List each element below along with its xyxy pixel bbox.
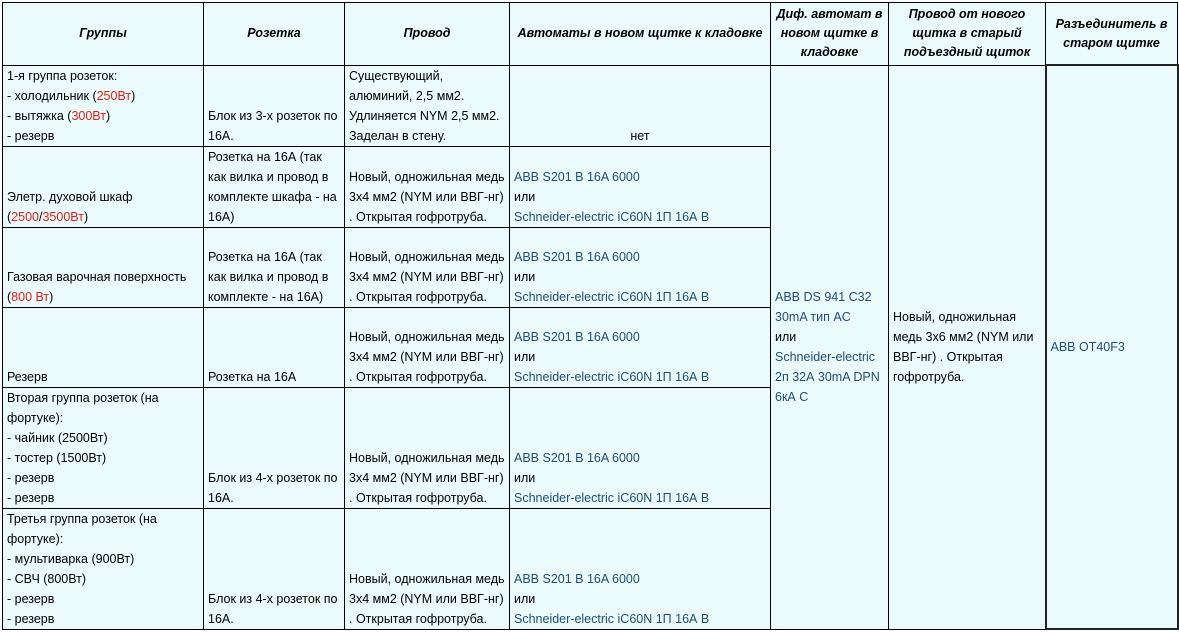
breaker-cell[interactable] bbox=[510, 227, 771, 307]
header-disconnector[interactable]: Разъединитель в старом щитке bbox=[1046, 3, 1178, 66]
header-wire[interactable]: Провод bbox=[345, 3, 510, 66]
feed-wire-cell[interactable]: Новый, одножильная медь 3х6 мм2 (NYM или ВВГ-нг) . Открытая гофротруба. bbox=[889, 65, 1046, 629]
breaker-schneider: Schneider-electric iC60N 1П 16А B bbox=[514, 209, 710, 224]
wire-cell[interactable]: Новый, одножильная медь 3х4 мм2 (NYM или ВВГ-нг) . Открытая гофротруба. bbox=[345, 227, 510, 307]
breaker-abb: ABB S201 B 16A 6000 bbox=[514, 571, 640, 586]
header-socket[interactable]: Розетка bbox=[204, 3, 345, 66]
wiring-plan-table bbox=[2, 2, 1179, 630]
breaker-abb: ABB S201 B 16A 6000 bbox=[514, 169, 640, 184]
socket-cell[interactable]: Розетка на 16А bbox=[204, 307, 345, 387]
breaker-or: или bbox=[514, 269, 536, 284]
power-value: 3500Вт bbox=[42, 209, 84, 224]
socket-cell[interactable]: Розетка на 16А (так как вилка и провод в комплекте шкафа - на 16А) bbox=[204, 146, 345, 227]
group-item: - резерв bbox=[7, 611, 55, 626]
group-cell[interactable] bbox=[3, 227, 204, 307]
group-cell[interactable] bbox=[3, 146, 204, 227]
group-title: Третья группа розеток (на фортуке): bbox=[7, 511, 157, 546]
breaker-cell[interactable] bbox=[510, 307, 771, 387]
breaker-cell[interactable] bbox=[510, 387, 771, 508]
group-item: - резерв bbox=[7, 470, 55, 485]
breaker-cell[interactable] bbox=[510, 146, 771, 227]
rcbo-cell[interactable] bbox=[771, 65, 889, 629]
table-row bbox=[3, 65, 1178, 146]
breaker-schneider: Schneider-electric iC60N 1П 16А B bbox=[514, 490, 710, 505]
rcbo-abb: ABB DS 941 C32 30mA тип AC bbox=[775, 290, 872, 324]
disconnector-cell[interactable]: ABB OT40F3 bbox=[1046, 65, 1178, 629]
socket-cell[interactable]: Розетка на 16А (так как вилка и провод в комплекте - на 16А) bbox=[204, 227, 345, 307]
breaker-or: или bbox=[514, 591, 536, 606]
group-item: - тостер (1500Вт) bbox=[7, 450, 107, 465]
wire-cell[interactable]: Новый, одножильная медь 3х4 мм2 (NYM или ВВГ-нг) . Открытая гофротруба. bbox=[345, 508, 510, 629]
socket-cell[interactable]: Блок из 4-х розеток по 16А. bbox=[204, 508, 345, 629]
breaker-abb: ABB S201 B 16A 6000 bbox=[514, 329, 640, 344]
group-item: - мультиварка (900Вт) bbox=[7, 551, 135, 566]
header-groups[interactable]: Группы bbox=[3, 3, 204, 66]
breaker-or: или bbox=[514, 470, 536, 485]
group-power: (800 Вт) bbox=[7, 289, 54, 304]
breaker-abb: ABB S201 B 16A 6000 bbox=[514, 450, 640, 465]
group-cell[interactable] bbox=[3, 65, 204, 146]
power-value: 2500 bbox=[11, 209, 39, 224]
group-cell[interactable] bbox=[3, 508, 204, 629]
breaker-schneider: Schneider-electric iC60N 1П 16А B bbox=[514, 369, 710, 384]
socket-cell[interactable]: Блок из 4-х розеток по 16А. bbox=[204, 387, 345, 508]
breaker-cell[interactable]: нет bbox=[510, 65, 771, 146]
wire-cell[interactable]: Новый, одножильная медь 3х4 мм2 (NYM или ВВГ-нг) . Открытая гофротруба. bbox=[345, 387, 510, 508]
group-title: 1-я группа розеток: bbox=[7, 68, 118, 83]
breaker-abb: ABB S201 B 16A 6000 bbox=[514, 249, 640, 264]
power-value: 250Вт bbox=[96, 88, 132, 103]
header-feed-wire[interactable]: Провод от нового щитка в старый подъездный щиток bbox=[889, 3, 1046, 66]
header-row bbox=[3, 3, 1178, 66]
breaker-or: или bbox=[514, 349, 536, 364]
socket-cell[interactable]: Блок из 3-х розеток по 16А. bbox=[204, 65, 345, 146]
group-item: - вытяжка (300Вт) bbox=[7, 108, 111, 123]
group-title: Вторая группа розеток (на фортуке): bbox=[7, 390, 159, 425]
breaker-or: или bbox=[514, 189, 536, 204]
header-breakers[interactable]: Автоматы в новом щитке к кладовке bbox=[510, 3, 771, 66]
breaker-cell[interactable] bbox=[510, 508, 771, 629]
group-cell[interactable] bbox=[3, 387, 204, 508]
group-item: - резерв bbox=[7, 128, 55, 143]
group-item: - чайник (2500Вт) bbox=[7, 430, 108, 445]
wire-cell[interactable]: Новый, одножильная медь 3х4 мм2 (NYM или ВВГ-нг) . Открытая гофротруба. bbox=[345, 146, 510, 227]
breaker-schneider: Schneider-electric iC60N 1П 16А B bbox=[514, 611, 710, 626]
breaker-schneider: Schneider-electric iC60N 1П 16А B bbox=[514, 289, 710, 304]
rcbo-or: или bbox=[775, 330, 797, 344]
group-title: Элетр. духовой шкаф bbox=[7, 189, 133, 204]
header-rcbo[interactable]: Диф. автомат в новом щитке в кладовке bbox=[771, 3, 889, 66]
wire-cell[interactable]: Существующий, алюминий, 2,5 мм2. Удлиняется NYM 2,5 мм2. Заделан в стену. bbox=[345, 65, 510, 146]
group-title: Газовая варочная поверхность bbox=[7, 269, 187, 284]
power-value: 800 Вт bbox=[11, 289, 50, 304]
group-item: - холодильник (250Вт) bbox=[7, 88, 136, 103]
group-item: - резерв bbox=[7, 591, 55, 606]
power-value: 300Вт bbox=[71, 108, 106, 123]
rcbo-schneider: Schneider-electric 2п 32А 30mA DPN 6кА C bbox=[775, 350, 880, 404]
wire-cell[interactable]: Новый, одножильная медь 3х4 мм2 (NYM или ВВГ-нг) . Открытая гофротруба. bbox=[345, 307, 510, 387]
group-item: - резерв bbox=[7, 490, 55, 505]
group-item: - СВЧ (800Вт) bbox=[7, 571, 87, 586]
group-power: (2500/3500Вт) bbox=[7, 209, 89, 224]
group-cell[interactable]: Резерв bbox=[3, 307, 204, 387]
